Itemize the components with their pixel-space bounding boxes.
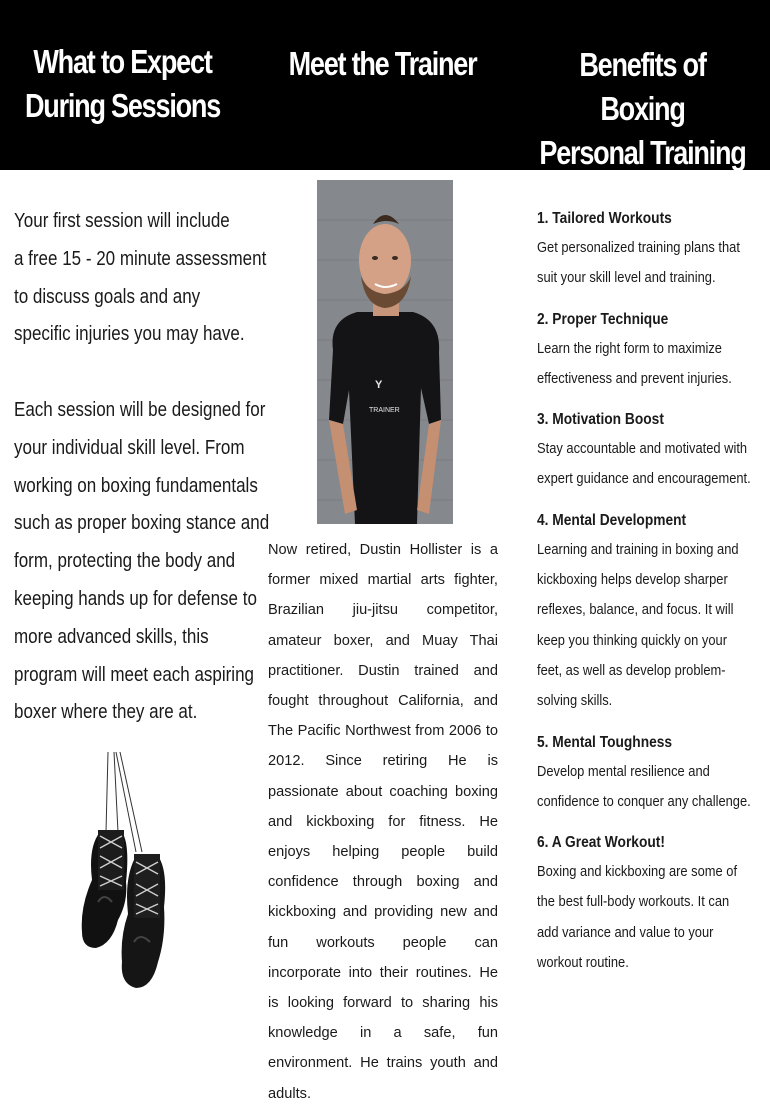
paragraph-gap xyxy=(14,354,227,392)
benefit-item xyxy=(537,729,757,818)
trainer-bio xyxy=(268,535,498,1109)
benefit-text: reflexes, balance, and focus. It will xyxy=(537,601,734,619)
text-line: to discuss goals and any xyxy=(14,285,201,308)
benefit-text: Stay accountable and motivated with xyxy=(537,440,748,458)
text-line: more advanced skills, this xyxy=(14,625,209,648)
title-line: Meet the Trainer xyxy=(288,45,477,82)
benefit-title: 6. A Great Workout! xyxy=(537,834,665,852)
benefit-text: expert guidance and encouragement. xyxy=(537,470,751,488)
text-line: Each session will be designed for xyxy=(14,398,266,421)
benefit-text: keep you thinking quickly on your xyxy=(537,631,728,649)
title-line: What to Expect xyxy=(33,43,212,80)
header-bar xyxy=(0,0,770,170)
title-line: During Sessions xyxy=(24,87,221,124)
benefit-title: 3. Motivation Boost xyxy=(537,411,664,429)
benefit-title: 5. Mental Toughness xyxy=(537,733,673,751)
benefit-text: feet, as well as develop problem- xyxy=(537,661,726,679)
benefit-text: effectiveness and prevent injuries. xyxy=(537,369,732,387)
benefit-item xyxy=(537,205,757,294)
text-line: working on boxing fundamentals xyxy=(14,474,258,497)
benefit-item xyxy=(537,406,757,495)
title-line: Benefits of Boxing xyxy=(579,46,706,127)
expect-paragraph-2 xyxy=(14,392,270,732)
section-title-benefits xyxy=(538,40,747,175)
benefit-text: the best full-body workouts. It can xyxy=(537,893,730,911)
benefit-item xyxy=(537,507,757,717)
text-line: form, protecting the body and xyxy=(14,550,236,573)
benefit-title: 4. Mental Development xyxy=(537,511,687,529)
benefit-text: confidence to conquer any challenge. xyxy=(537,792,751,810)
shirt-text: TRAINER xyxy=(369,407,400,414)
text-line: keeping hands up for defense to xyxy=(14,587,257,610)
text-line: specific injuries you may have. xyxy=(14,323,245,346)
benefits-list xyxy=(537,205,757,990)
bio-paragraph: Now retired, Dustin Hollister is a former mixed martial arts fighter, Brazilian jiu-jitsu competitor, amateur boxer, and Muay Thai practitioner. Dustin trained and fought throughout California, and The Pacific Northwest from 2006 to 2012. Since retiring He is passionate about coaching boxing and kickboxing for fitness. He enjoys helping people build confidence through boxing and kickboxing and providing new and fun workouts people can incorporate into their routines. He is looking forward to sharing his knowledge in a safe, fun environment. He trains youth and adults. xyxy=(268,542,498,1102)
text-line: a free 15 - 20 minute assessment xyxy=(14,247,267,270)
benefit-text: Boxing and kickboxing are some of xyxy=(537,863,738,881)
benefit-text: Get personalized training plans that xyxy=(537,239,740,256)
text-line: such as proper boxing stance and xyxy=(14,512,270,535)
title-line: Personal Training xyxy=(539,134,746,171)
benefit-item xyxy=(537,306,757,395)
text-line: boxer where they are at. xyxy=(14,701,198,724)
trainer-photo xyxy=(317,180,453,524)
benefit-item xyxy=(537,829,757,978)
benefit-title: 2. Proper Technique xyxy=(537,310,669,328)
svg-text:Y: Y xyxy=(375,379,383,391)
benefit-text: add variance and value to your xyxy=(537,923,714,941)
text-line: your individual skill level. From xyxy=(14,436,245,459)
text-line: Your first session will include xyxy=(14,210,230,232)
benefit-text: Develop mental resilience and xyxy=(537,762,710,780)
benefit-text: Learn the right form to maximize xyxy=(537,339,722,357)
what-to-expect-text xyxy=(14,203,270,732)
benefit-text: kickboxing helps develop sharper xyxy=(537,571,728,589)
benefit-title: 1. Tailored Workouts xyxy=(537,210,672,227)
section-title-what-to-expect xyxy=(22,40,223,128)
expect-paragraph-1 xyxy=(14,203,267,354)
benefit-text: workout routine. xyxy=(537,954,629,972)
benefit-text: solving skills. xyxy=(537,692,613,710)
benefit-text: suit your skill level and training. xyxy=(537,269,716,287)
benefit-text: Learning and training in boxing and xyxy=(537,540,739,558)
text-line: program will meet each aspiring xyxy=(14,663,254,686)
boxing-gloves-image xyxy=(78,752,178,990)
section-title-meet-the-trainer xyxy=(278,40,487,86)
